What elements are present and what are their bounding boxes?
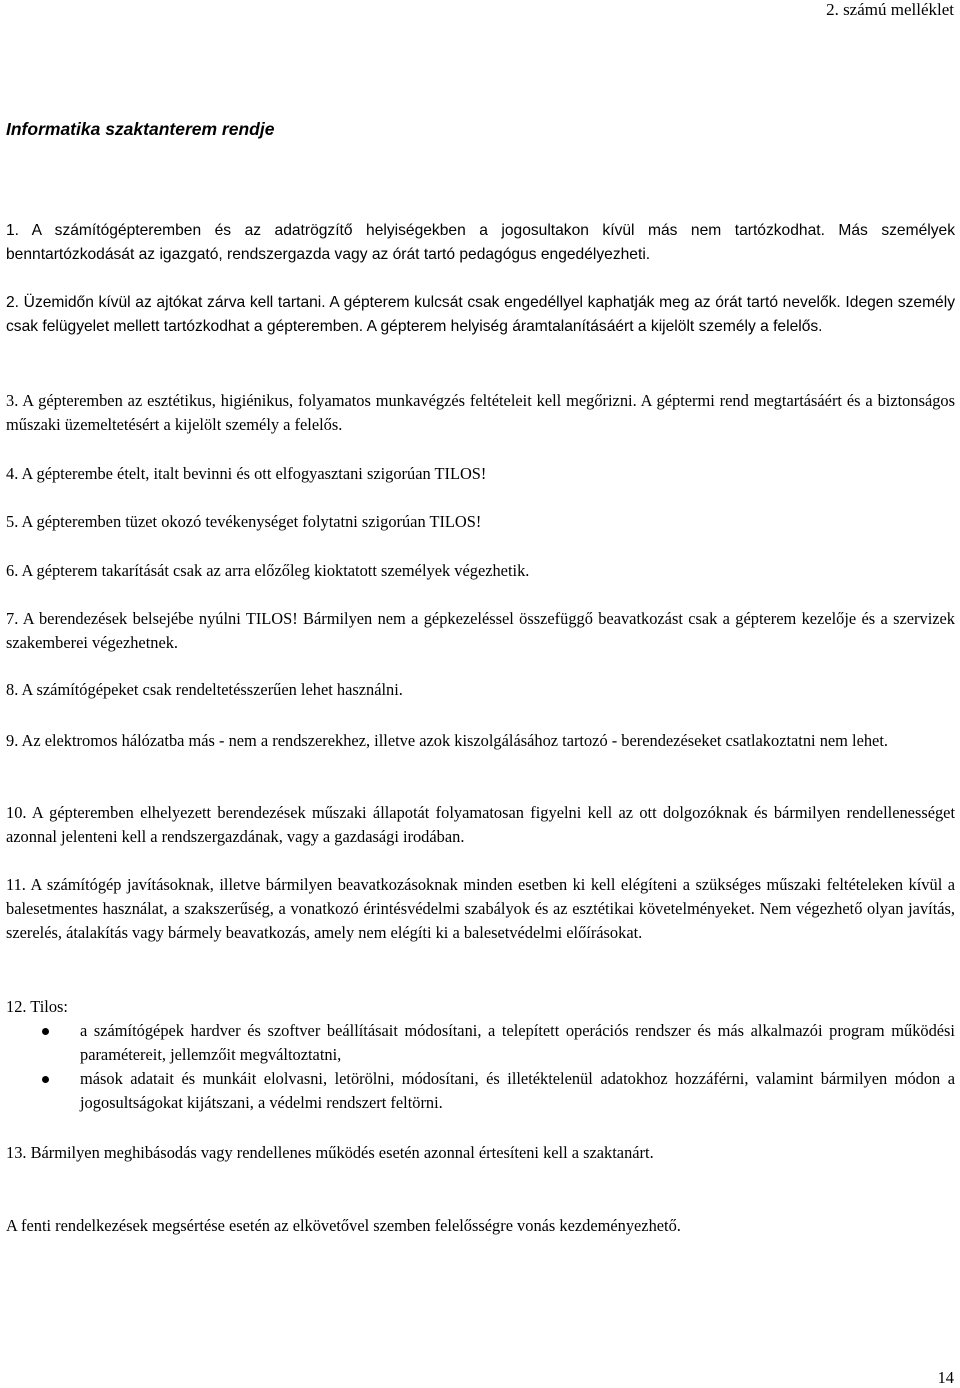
bullet-icon — [42, 1028, 49, 1035]
rule-12: 12. Tilos: — [6, 997, 68, 1016]
rule-13: 13. Bármilyen meghibásodás vagy rendellenes működés esetén azonnal értesíteni kell a szaktanárt. — [6, 1143, 654, 1162]
rule-5: 5. A gépteremben tüzet okozó tevékenységet folytatni szigorúan TILOS! — [6, 512, 482, 531]
list-item-text: a számítógépek hardver és szoftver beállításait módosítani, a telepített operációs rendszer és más alkalmazói program működési paramétereit, jellemzőit megváltoztatni, — [80, 1021, 955, 1064]
document-title: Informatika szaktanterem rendje — [6, 119, 275, 139]
list-item — [6, 1067, 955, 1115]
rule-3: 3. A gépteremben az esztétikus, higiénikus, folyamatos munkavégzés feltételeit kell megőrizni. A géptermi rend megtartásáért és a biztonságos műszaki üzemeltetésért a kijelölt személy a felelős. — [6, 391, 955, 434]
list-item — [6, 1019, 955, 1067]
rule-9: 9. Az elektromos hálózatba más - nem a rendszerekhez, illetve azok kiszolgálásához tartozó - berendezéseket csatlakoztatni nem lehet. — [6, 731, 888, 750]
bullet-icon — [42, 1076, 49, 1083]
rule-11: 11. A számítógép javításoknak, illetve bármilyen beavatkozásoknak minden esetben ki kell elégíteni a szükséges műszaki feltételeken kívül a balesetmentes használat, a szakszerűség, a vonatkozó érintésvédelmi szabályok és az esztétikai követelményeket. Nem végezhető olyan javítás, szerelés, átalakítás vagy bármely beavatkozás, amely nem elégíti ki a balesetvédelmi előírásokat. — [6, 875, 955, 942]
list-item-text: mások adatait és munkáit elolvasni, letörölni, módosítani, és illetéktelenül adatokhoz hozzáférni, valamint bármilyen módon a jogosultságokat kijátszani, a védelmi rendszert feltörni. — [80, 1069, 955, 1112]
rule-8: 8. A számítógépeket csak rendeltetésszerűen lehet használni. — [6, 680, 403, 699]
rule-7: 7. A berendezések belsejébe nyúlni TILOS! Bármilyen nem a gépkezeléssel összefüggő beavatkozást csak a gépterem kezelője és a szervizek szakemberei végezhetnek. — [6, 609, 955, 652]
tilos-list — [6, 1019, 955, 1115]
rule-10: 10. A gépteremben elhelyezett berendezések műszaki állapotát folyamatosan figyelni kell az ott dolgozóknak és bármilyen rendellenességet azonnal jelenteni kell a rendszergazdának, vagy a gazdasági irodában. — [6, 803, 955, 846]
page-number: 14 — [937, 1368, 954, 1387]
rule-6: 6. A gépterem takarítását csak az arra előzőleg kioktatott személyek végezhetik. — [6, 561, 530, 580]
rule-4: 4. A gépterembe ételt, italt bevinni és ott elfogyasztani szigorúan TILOS! — [6, 464, 487, 483]
rule-1: 1. A számítógépteremben és az adatrögzítő helyiségekben a jogosultakon kívül más nem tartózkodhat. Más személyek benntartózkodását az igazgató, rendszergazda vagy az órát tartó pedagógus engedélyezheti. — [6, 222, 955, 263]
closing-statement: A fenti rendelkezések megsértése esetén az elkövetővel szemben felelősségre vonás kezdeményezhető. — [6, 1216, 681, 1235]
appendix-label: 2. számú melléklet — [826, 0, 954, 19]
rule-2: 2. Üzemidőn kívül az ajtókat zárva kell tartani. A gépterem kulcsát csak engedéllyel kaphatják meg az órát tartó nevelők. Idegen személy csak felügyelet mellett tartózkodhat a gépteremben. A gépterem helyiség áramtalanításáért a kijelölt személy a felelős. — [6, 294, 955, 335]
